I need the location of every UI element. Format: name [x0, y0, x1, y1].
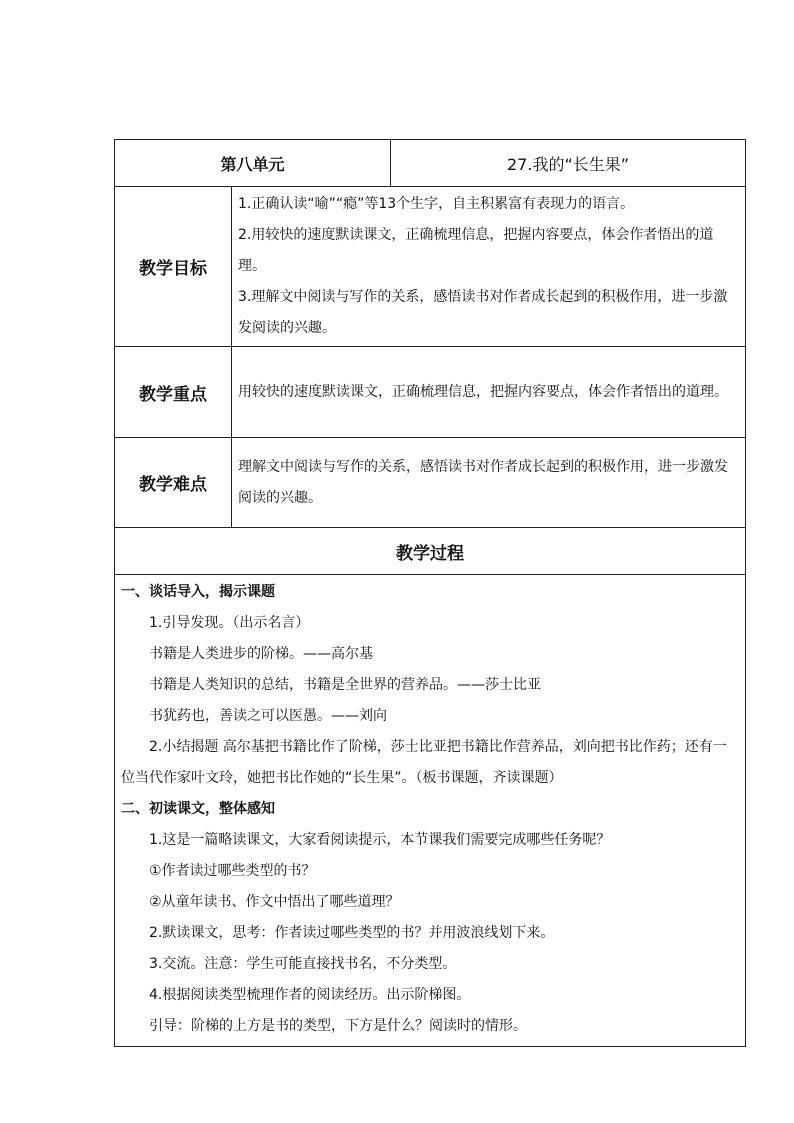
- section-2-title: 二、初读课文，整体感知: [121, 801, 275, 817]
- difficulties-label: 教学难点: [115, 438, 232, 528]
- goal-item-2: 2.用较快的速度默读课文，正确梳理信息，把握内容要点，体会作者悟出的道理。: [238, 227, 714, 274]
- difficulties-row: [115, 438, 746, 528]
- key-points-row: [115, 347, 746, 438]
- section-2-line-5: 3.交流。注意：学生可能直接找书名，不分类型。: [149, 956, 457, 972]
- lesson-plan-table: [114, 139, 746, 1047]
- goals-label: 教学目标: [115, 187, 232, 347]
- key-points-label: 教学重点: [115, 347, 232, 438]
- section-1-title: 一、谈话导入，揭示课题: [121, 584, 275, 600]
- goal-item-1: 1.正确认读“喻”“瘾”等13个生字，自主积累富有表现力的语言。: [238, 196, 635, 212]
- header-row: [115, 140, 746, 187]
- section-2-line-2: ①作者读过哪些类型的书？: [149, 863, 316, 879]
- section-1-line-5: 2.小结揭题 高尔基把书籍比作了阶梯，莎士比亚把书籍比作营养品，刘向把书比作药；还有一位当代作家叶文玲，她把书比作她的“长生果”。（板书课题，齐读课题）: [121, 739, 727, 786]
- section-1-line-1: 1.引导发现。（出示名言）: [149, 615, 310, 631]
- section-1-line-3: 书籍是人类知识的总结，书籍是全世界的营养品。——莎士比亚: [149, 677, 541, 693]
- section-2-line-7: 引导：阶梯的上方是书的类型，下方是什么？阅读时的情形。: [149, 1018, 527, 1034]
- goals-row: [115, 187, 746, 347]
- process-heading: 教学过程: [115, 528, 746, 575]
- section-2-line-1: 1.这是一篇略读课文，大家看阅读提示，本节课我们需要完成哪些任务呢？: [149, 832, 611, 848]
- process-header-row: [115, 528, 746, 575]
- section-2-line-3: ②从童年读书、作文中悟出了哪些道理？: [149, 894, 400, 910]
- process-content: [115, 575, 746, 1047]
- difficulties-content: 理解文中阅读与写作的关系，感悟读书对作者成长起到的积极作用，进一步激发阅读的兴趣。: [232, 438, 746, 528]
- lesson-plan-page: [114, 139, 745, 1047]
- section-2-line-4: 2.默读课文，思考：作者读过哪些类型的书？并用波浪线划下来。: [149, 925, 555, 941]
- process-body-row: [115, 575, 746, 1047]
- section-1-line-2: 书籍是人类进步的阶梯。——高尔基: [149, 646, 373, 662]
- section-2-line-6: 4.根据阅读类型梳理作者的阅读经历。出示阶梯图。: [149, 987, 471, 1003]
- goal-item-3: 3.理解文中阅读与写作的关系，感悟读书对作者成长起到的积极作用，进一步激发阅读的兴趣。: [238, 289, 728, 336]
- key-points-content: 用较快的速度默读课文，正确梳理信息，把握内容要点，体会作者悟出的道理。: [232, 347, 746, 438]
- goals-content: [232, 187, 746, 347]
- unit-cell: 第八单元: [115, 140, 391, 187]
- section-1-line-4: 书犹药也，善读之可以医愚。——刘向: [149, 708, 387, 724]
- lesson-title-cell: 27.我的“长生果”: [391, 140, 746, 187]
